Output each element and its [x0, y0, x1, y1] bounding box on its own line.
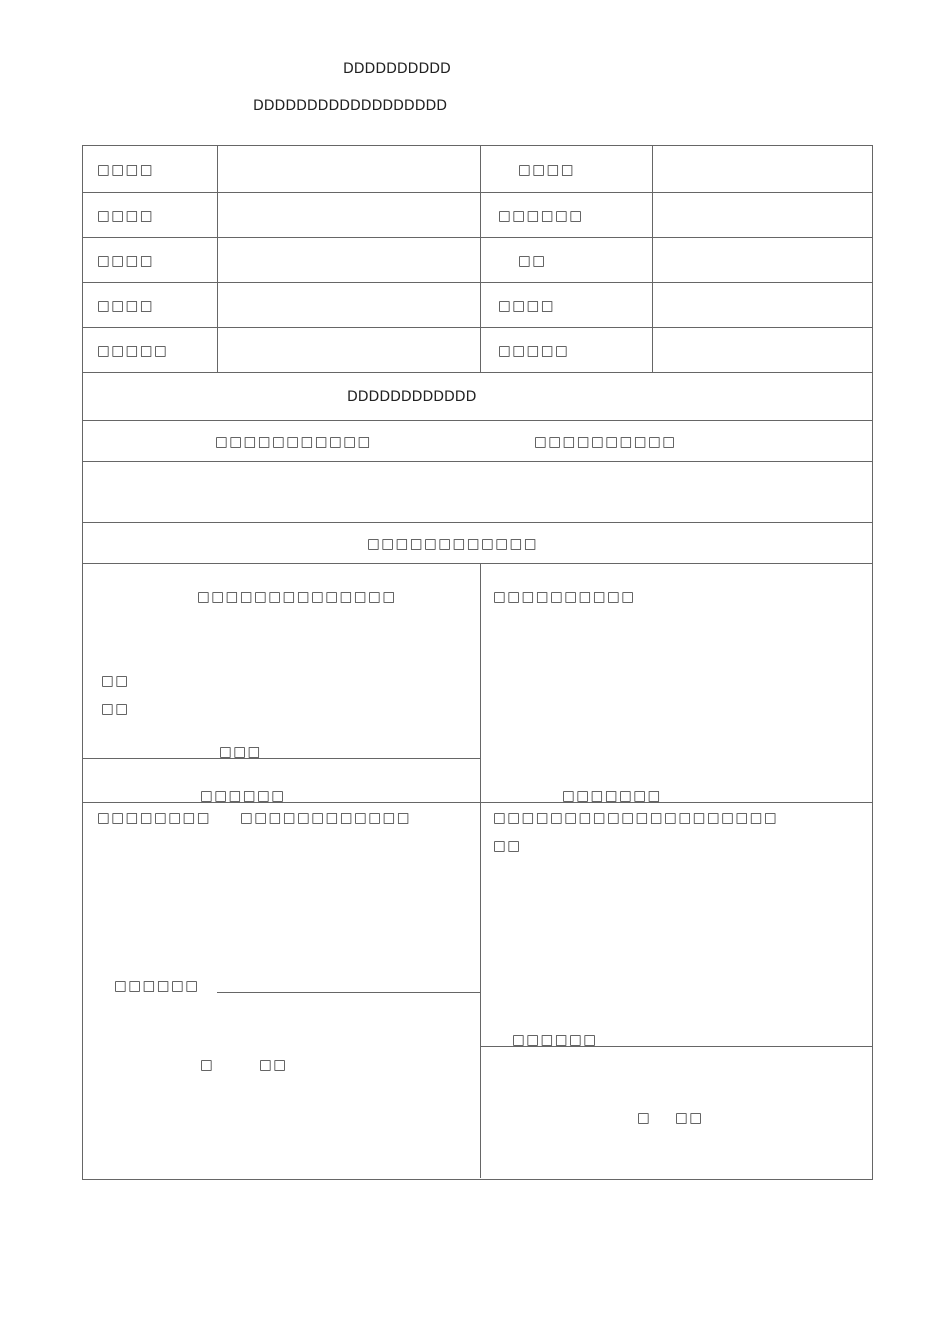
approval-left-sign-label: □□□□□□	[114, 978, 200, 994]
field-label: □□□□□	[498, 343, 570, 359]
opinion-left-line1: □□	[101, 673, 130, 689]
field-label: □□□□	[97, 253, 155, 269]
opinion-left-title: □□□□□□□□□□□□□□	[197, 589, 397, 605]
approval-right-title-cont: □□	[493, 838, 522, 854]
section-blank-field[interactable]	[83, 462, 871, 522]
approval-right-sign-label: □□□□□□	[512, 1032, 598, 1048]
section-heading: DDDDDDDDDDDD	[347, 389, 477, 405]
approval-right-title: □□□□□□□□□□□□□□□□□□□□	[493, 810, 779, 826]
row-divider	[82, 563, 872, 564]
field-label: □□□□	[97, 208, 155, 224]
field-label: □□□□	[97, 162, 155, 178]
field-value[interactable]	[218, 238, 480, 282]
form-title: DDDDDDDDDD	[343, 61, 451, 77]
field-label: □□□□□□	[498, 208, 584, 224]
section-subheading: □□□□□□□□□□□□	[367, 536, 539, 552]
approval-left-label-b: □□□□□□□□□□□□	[240, 810, 412, 826]
field-label: □□	[518, 253, 547, 269]
field-value[interactable]	[653, 328, 871, 372]
field-value[interactable]	[653, 283, 871, 327]
row-divider	[82, 522, 872, 523]
column-divider	[480, 145, 481, 372]
form-subtitle: DDDDDDDDDDDDDDDDDD	[253, 98, 448, 114]
row-divider	[82, 420, 872, 421]
approval-left-date-b: □□	[259, 1057, 288, 1073]
opinion-right-title: □□□□□□□□□□	[493, 589, 636, 605]
row-divider	[82, 758, 480, 759]
field-value[interactable]	[218, 146, 480, 192]
field-label: □□□□□	[97, 343, 169, 359]
opinion-left-signer: □□□	[219, 744, 262, 760]
field-value[interactable]	[653, 193, 871, 237]
field-value[interactable]	[218, 283, 480, 327]
opinion-left-footer: □□□□□□	[200, 788, 286, 804]
field-value[interactable]	[218, 328, 480, 372]
field-label: □□□□	[518, 162, 576, 178]
opinion-left-line2: □□	[101, 701, 130, 717]
field-label: □□□□	[97, 298, 155, 314]
approval-right-date-a: □	[637, 1110, 652, 1126]
signature-line	[217, 992, 480, 993]
approval-left-label-a: □□□□□□□□	[97, 810, 212, 826]
approval-right-date-b: □□	[675, 1110, 704, 1126]
option-right[interactable]: □□□□□□□□□□	[534, 434, 677, 450]
row-divider	[82, 372, 872, 373]
option-left[interactable]: □□□□□□□□□□□	[215, 434, 372, 450]
field-value[interactable]	[653, 238, 871, 282]
field-value[interactable]	[653, 146, 871, 192]
column-divider	[480, 563, 481, 1178]
field-label: □□□□	[498, 298, 556, 314]
approval-left-date-a: □	[200, 1057, 215, 1073]
opinion-right-footer: □□□□□□□	[562, 788, 662, 804]
field-value[interactable]	[218, 193, 480, 237]
